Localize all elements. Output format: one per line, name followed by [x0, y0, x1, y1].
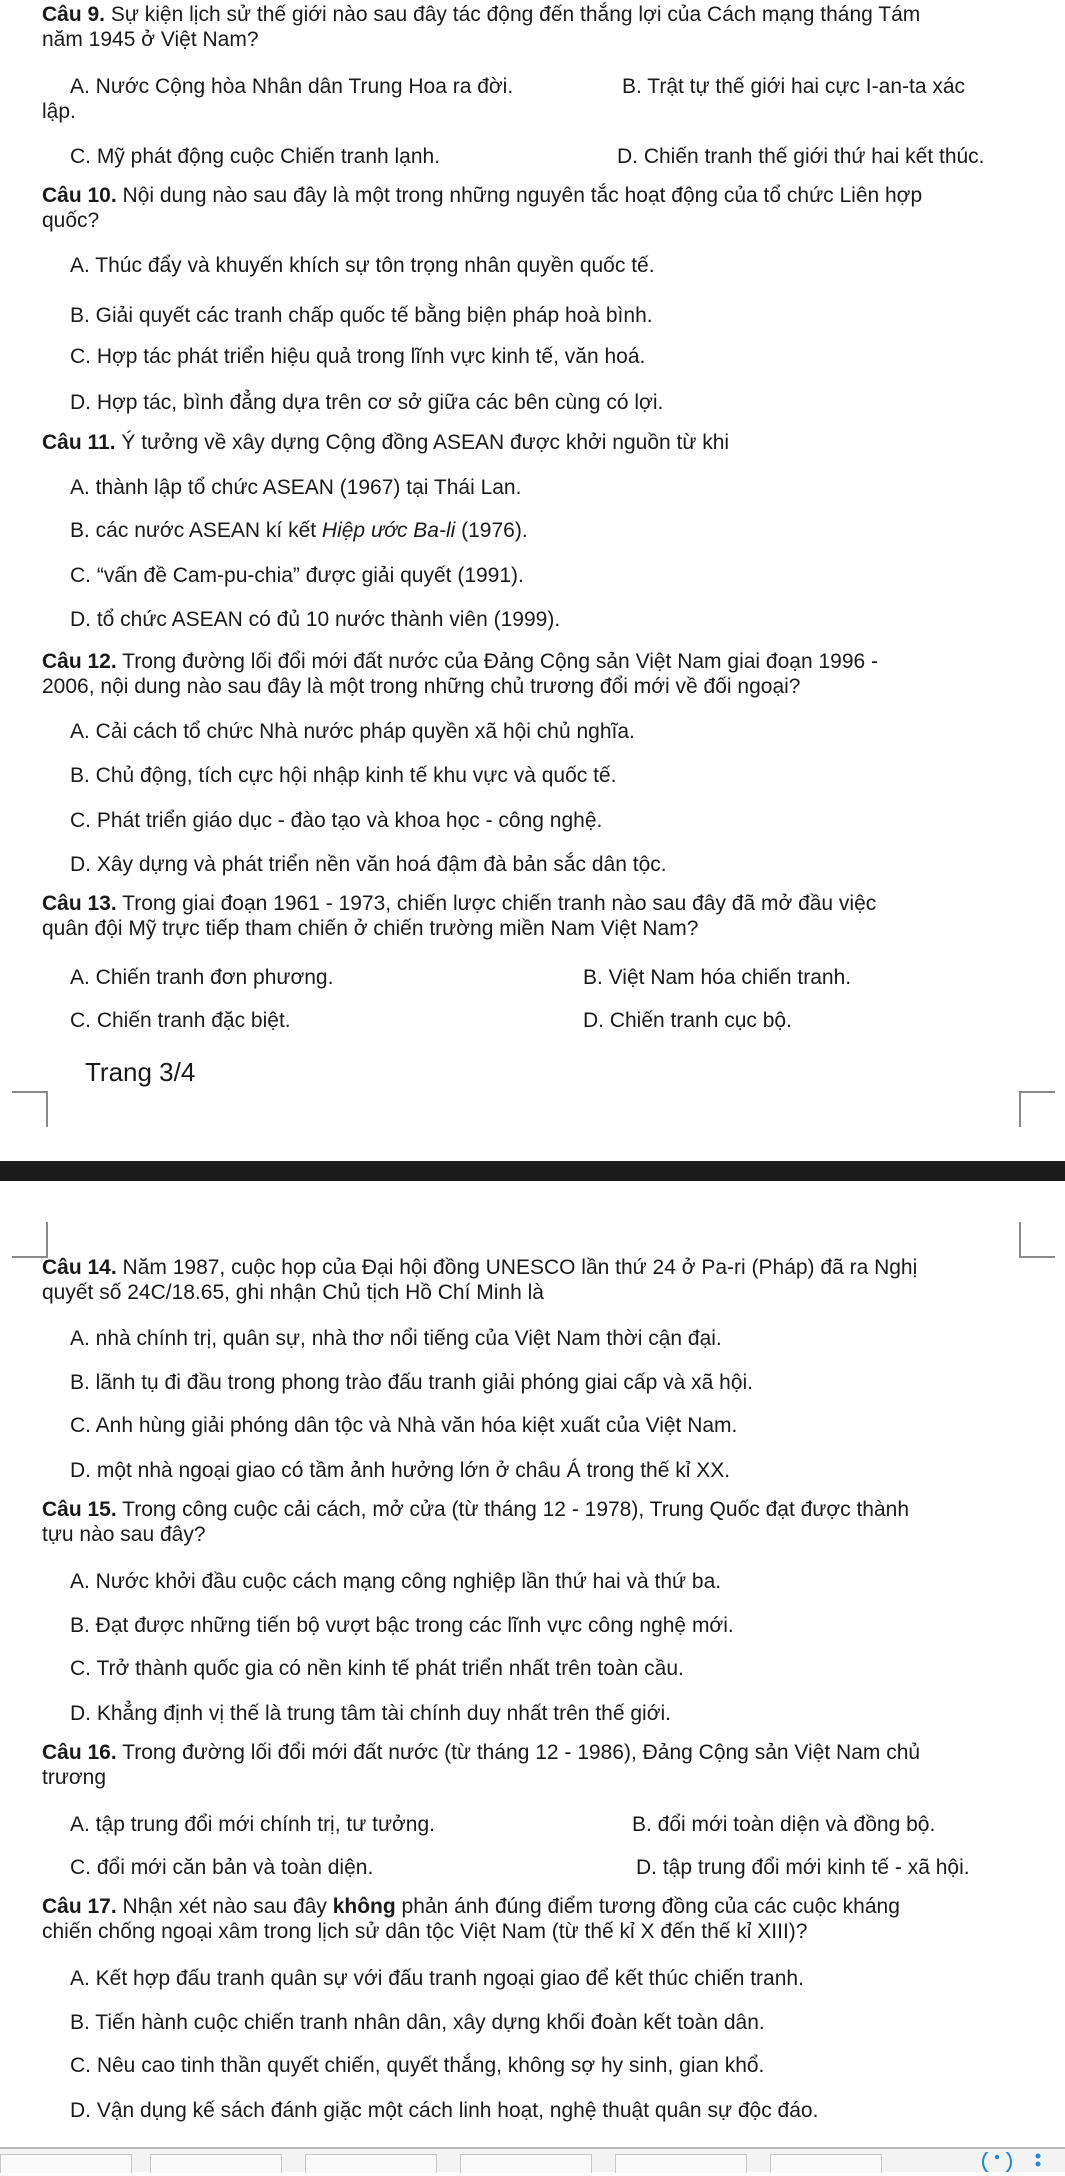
question-11-stem: Câu 11. Ý tưởng về xây dựng Cộng đồng ASEAN được khởi nguồn từ khi	[42, 431, 730, 454]
question-17-option-a: A. Kết hợp đấu tranh quân sự với đấu tranh ngoại giao để kết thúc chiến tranh.	[70, 1967, 804, 1990]
question-11-option-a: A. thành lập tổ chức ASEAN (1967) tại Thái Lan.	[70, 476, 522, 499]
question-10-option-d: D. Hợp tác, bình đẳng dựa trên cơ sở giữa các bên cùng có lợi.	[70, 391, 664, 414]
question-12-option-a: A. Cải cách tổ chức Nhà nước pháp quyền xã hội chủ nghĩa.	[70, 720, 635, 743]
question-16-stem: Câu 16. Trong đường lối đổi mới đất nước (từ tháng 12 - 1986), Đảng Cộng sản Việt Nam chủ	[42, 1741, 921, 1764]
question-15-option-d: D. Khẳng định vị thế là trung tâm tài chính duy nhất trên thế giới.	[70, 1702, 671, 1725]
question-17-option-c: C. Nêu cao tinh thần quyết chiến, quyết thắng, không sợ hy sinh, gian khổ.	[70, 2054, 765, 2077]
question-17-stem-cont: chiến chống ngoại xâm trong lịch sử dân tộc Việt Nam (từ thế kỉ X đến thế kỉ XIII)?	[42, 1920, 808, 1943]
question-15-stem-cont: tựu nào sau đây?	[42, 1523, 206, 1546]
question-9-stem-cont: năm 1945 ở Việt Nam?	[42, 28, 259, 51]
question-11-option-b: B. các nước ASEAN kí kết Hiệp ước Ba-li (1976).	[70, 519, 528, 542]
page-corner-marker-right	[1019, 1091, 1055, 1127]
toolbar-slot[interactable]	[770, 2154, 882, 2173]
page-corner-marker-right	[1019, 1222, 1055, 1258]
question-12-option-d: D. Xây dựng và phát triển nền văn hoá đậm đà bản sắc dân tộc.	[70, 853, 667, 876]
accessibility-icon[interactable]	[980, 2152, 1014, 2176]
question-12-stem-cont: 2006, nội dung nào sau đây là một trong những chủ trương đổi mới về đối ngoại?	[42, 675, 801, 698]
question-9-stem: Câu 9. Sự kiện lịch sử thế giới nào sau đây tác động đến thắng lợi của Cách mạng tháng Tám	[42, 3, 921, 26]
question-9-option-b-cont: lập.	[42, 100, 76, 123]
page-corner-marker-left	[12, 1222, 48, 1258]
page-separator	[0, 1161, 1065, 1181]
question-11-option-c: C. “vấn đề Cam-pu-chia” được giải quyết (1991).	[70, 564, 524, 587]
question-14-option-d: D. một nhà ngoại giao có tầm ảnh hưởng lớn ở châu Á trong thế kỉ XX.	[70, 1459, 731, 1482]
question-9-option-c: C. Mỹ phát động cuộc Chiến tranh lạnh.	[70, 145, 441, 168]
question-9-option-b: B. Trật tự thế giới hai cực I-an-ta xác	[622, 75, 966, 98]
toolbar-slot[interactable]	[615, 2154, 747, 2173]
page-number: Trang 3/4	[85, 1057, 196, 1087]
question-17-option-b: B. Tiến hành cuộc chiến tranh nhân dân, xây dựng khối đoàn kết toàn dân.	[70, 2011, 765, 2034]
question-13-stem-cont: quân đội Mỹ trực tiếp tham chiến ở chiến trường miền Nam Việt Nam?	[42, 917, 699, 940]
question-16-option-c: C. đổi mới căn bản và toàn diện.	[70, 1856, 374, 1879]
question-9-option-a: A. Nước Cộng hòa Nhân dân Trung Hoa ra đời.	[70, 75, 514, 98]
question-10-stem: Câu 10. Nội dung nào sau đây là một trong những nguyên tắc hoạt động của tổ chức Liên hợp	[42, 184, 923, 207]
question-16-option-a: A. tập trung đổi mới chính trị, tư tưởng.	[70, 1813, 435, 1836]
question-10-option-c: C. Hợp tác phát triển hiệu quả trong lĩnh vực kinh tế, văn hoá.	[70, 345, 646, 368]
question-10-option-b: B. Giải quyết các tranh chấp quốc tế bằng biện pháp hoà bình.	[70, 304, 653, 327]
question-15-stem: Câu 15. Trong công cuộc cải cách, mở cửa (từ tháng 12 - 1978), Trung Quốc đạt được thành	[42, 1498, 910, 1521]
page-corner-marker-left	[12, 1091, 48, 1127]
question-16-stem-cont: trương	[42, 1766, 107, 1789]
question-13-stem: Câu 13. Trong giai đoạn 1961 - 1973, chiến lược chiến tranh nào sau đây đã mở đầu việc	[42, 892, 877, 915]
question-15-option-b: B. Đạt được những tiến bộ vượt bậc trong các lĩnh vực công nghệ mới.	[70, 1614, 734, 1637]
question-14-option-c: C. Anh hùng giải phóng dân tộc và Nhà văn hóa kiệt xuất của Việt Nam.	[70, 1414, 738, 1437]
question-13-option-c: C. Chiến tranh đặc biệt.	[70, 1009, 291, 1032]
question-10-option-a: A. Thúc đẩy và khuyến khích sự tôn trọng nhân quyền quốc tế.	[70, 254, 655, 277]
toolbar-slot[interactable]	[305, 2154, 437, 2173]
question-12-stem: Câu 12. Trong đường lối đổi mới đất nước của Đảng Cộng sản Việt Nam giai đoạn 1996 -	[42, 650, 879, 673]
toolbar-slot[interactable]	[0, 2154, 132, 2173]
question-10-stem-cont: quốc?	[42, 209, 100, 232]
document-page-4	[0, 1180, 1065, 2170]
question-13-option-a: A. Chiến tranh đơn phương.	[70, 966, 334, 989]
bottom-toolbar	[0, 2147, 1065, 2172]
question-17-option-d: D. Vận dụng kế sách đánh giặc một cách linh hoạt, nghệ thuật quân sự độc đáo.	[70, 2099, 819, 2122]
question-16-option-d: D. tập trung đổi mới kinh tế - xã hội.	[636, 1856, 970, 1879]
question-9-option-d: D. Chiến tranh thế giới thứ hai kết thúc.	[617, 145, 985, 168]
question-14-stem-cont: quyết số 24C/18.65, ghi nhận Chủ tịch Hồ Chí Minh là	[42, 1281, 544, 1304]
question-13-option-b: B. Việt Nam hóa chiến tranh.	[583, 966, 852, 989]
question-15-option-a: A. Nước khởi đầu cuộc cách mạng công nghiệp lần thứ hai và thứ ba.	[70, 1570, 722, 1593]
question-15-option-c: C. Trở thành quốc gia có nền kinh tế phát triển nhất trên toàn cầu.	[70, 1657, 684, 1680]
question-14-stem: Câu 14. Năm 1987, cuộc họp của Đại hội đồng UNESCO lần thứ 24 ở Pa-ri (Pháp) đã ra Nghị	[42, 1256, 918, 1279]
question-12-option-c: C. Phát triển giáo dục - đào tạo và khoa học - công nghệ.	[70, 809, 603, 832]
question-13-option-d: D. Chiến tranh cục bộ.	[583, 1009, 792, 1032]
question-12-option-b: B. Chủ động, tích cực hội nhập kinh tế khu vực và quốc tế.	[70, 764, 617, 787]
more-vertical-icon[interactable]	[1032, 2152, 1044, 2176]
question-17-stem: Câu 17. Nhận xét nào sau đây không phản ánh đúng điểm tương đồng của các cuộc kháng	[42, 1895, 900, 1918]
toolbar-slot[interactable]	[150, 2154, 282, 2173]
question-14-option-b: B. lãnh tụ đi đầu trong phong trào đấu tranh giải phóng giai cấp và xã hội.	[70, 1371, 753, 1394]
question-16-option-b: B. đổi mới toàn diện và đồng bộ.	[632, 1813, 936, 1836]
question-11-option-d: D. tổ chức ASEAN có đủ 10 nước thành viên (1999).	[70, 608, 561, 631]
toolbar-slot[interactable]	[460, 2154, 592, 2173]
question-14-option-a: A. nhà chính trị, quân sự, nhà thơ nổi tiếng của Việt Nam thời cận đại.	[70, 1327, 722, 1350]
